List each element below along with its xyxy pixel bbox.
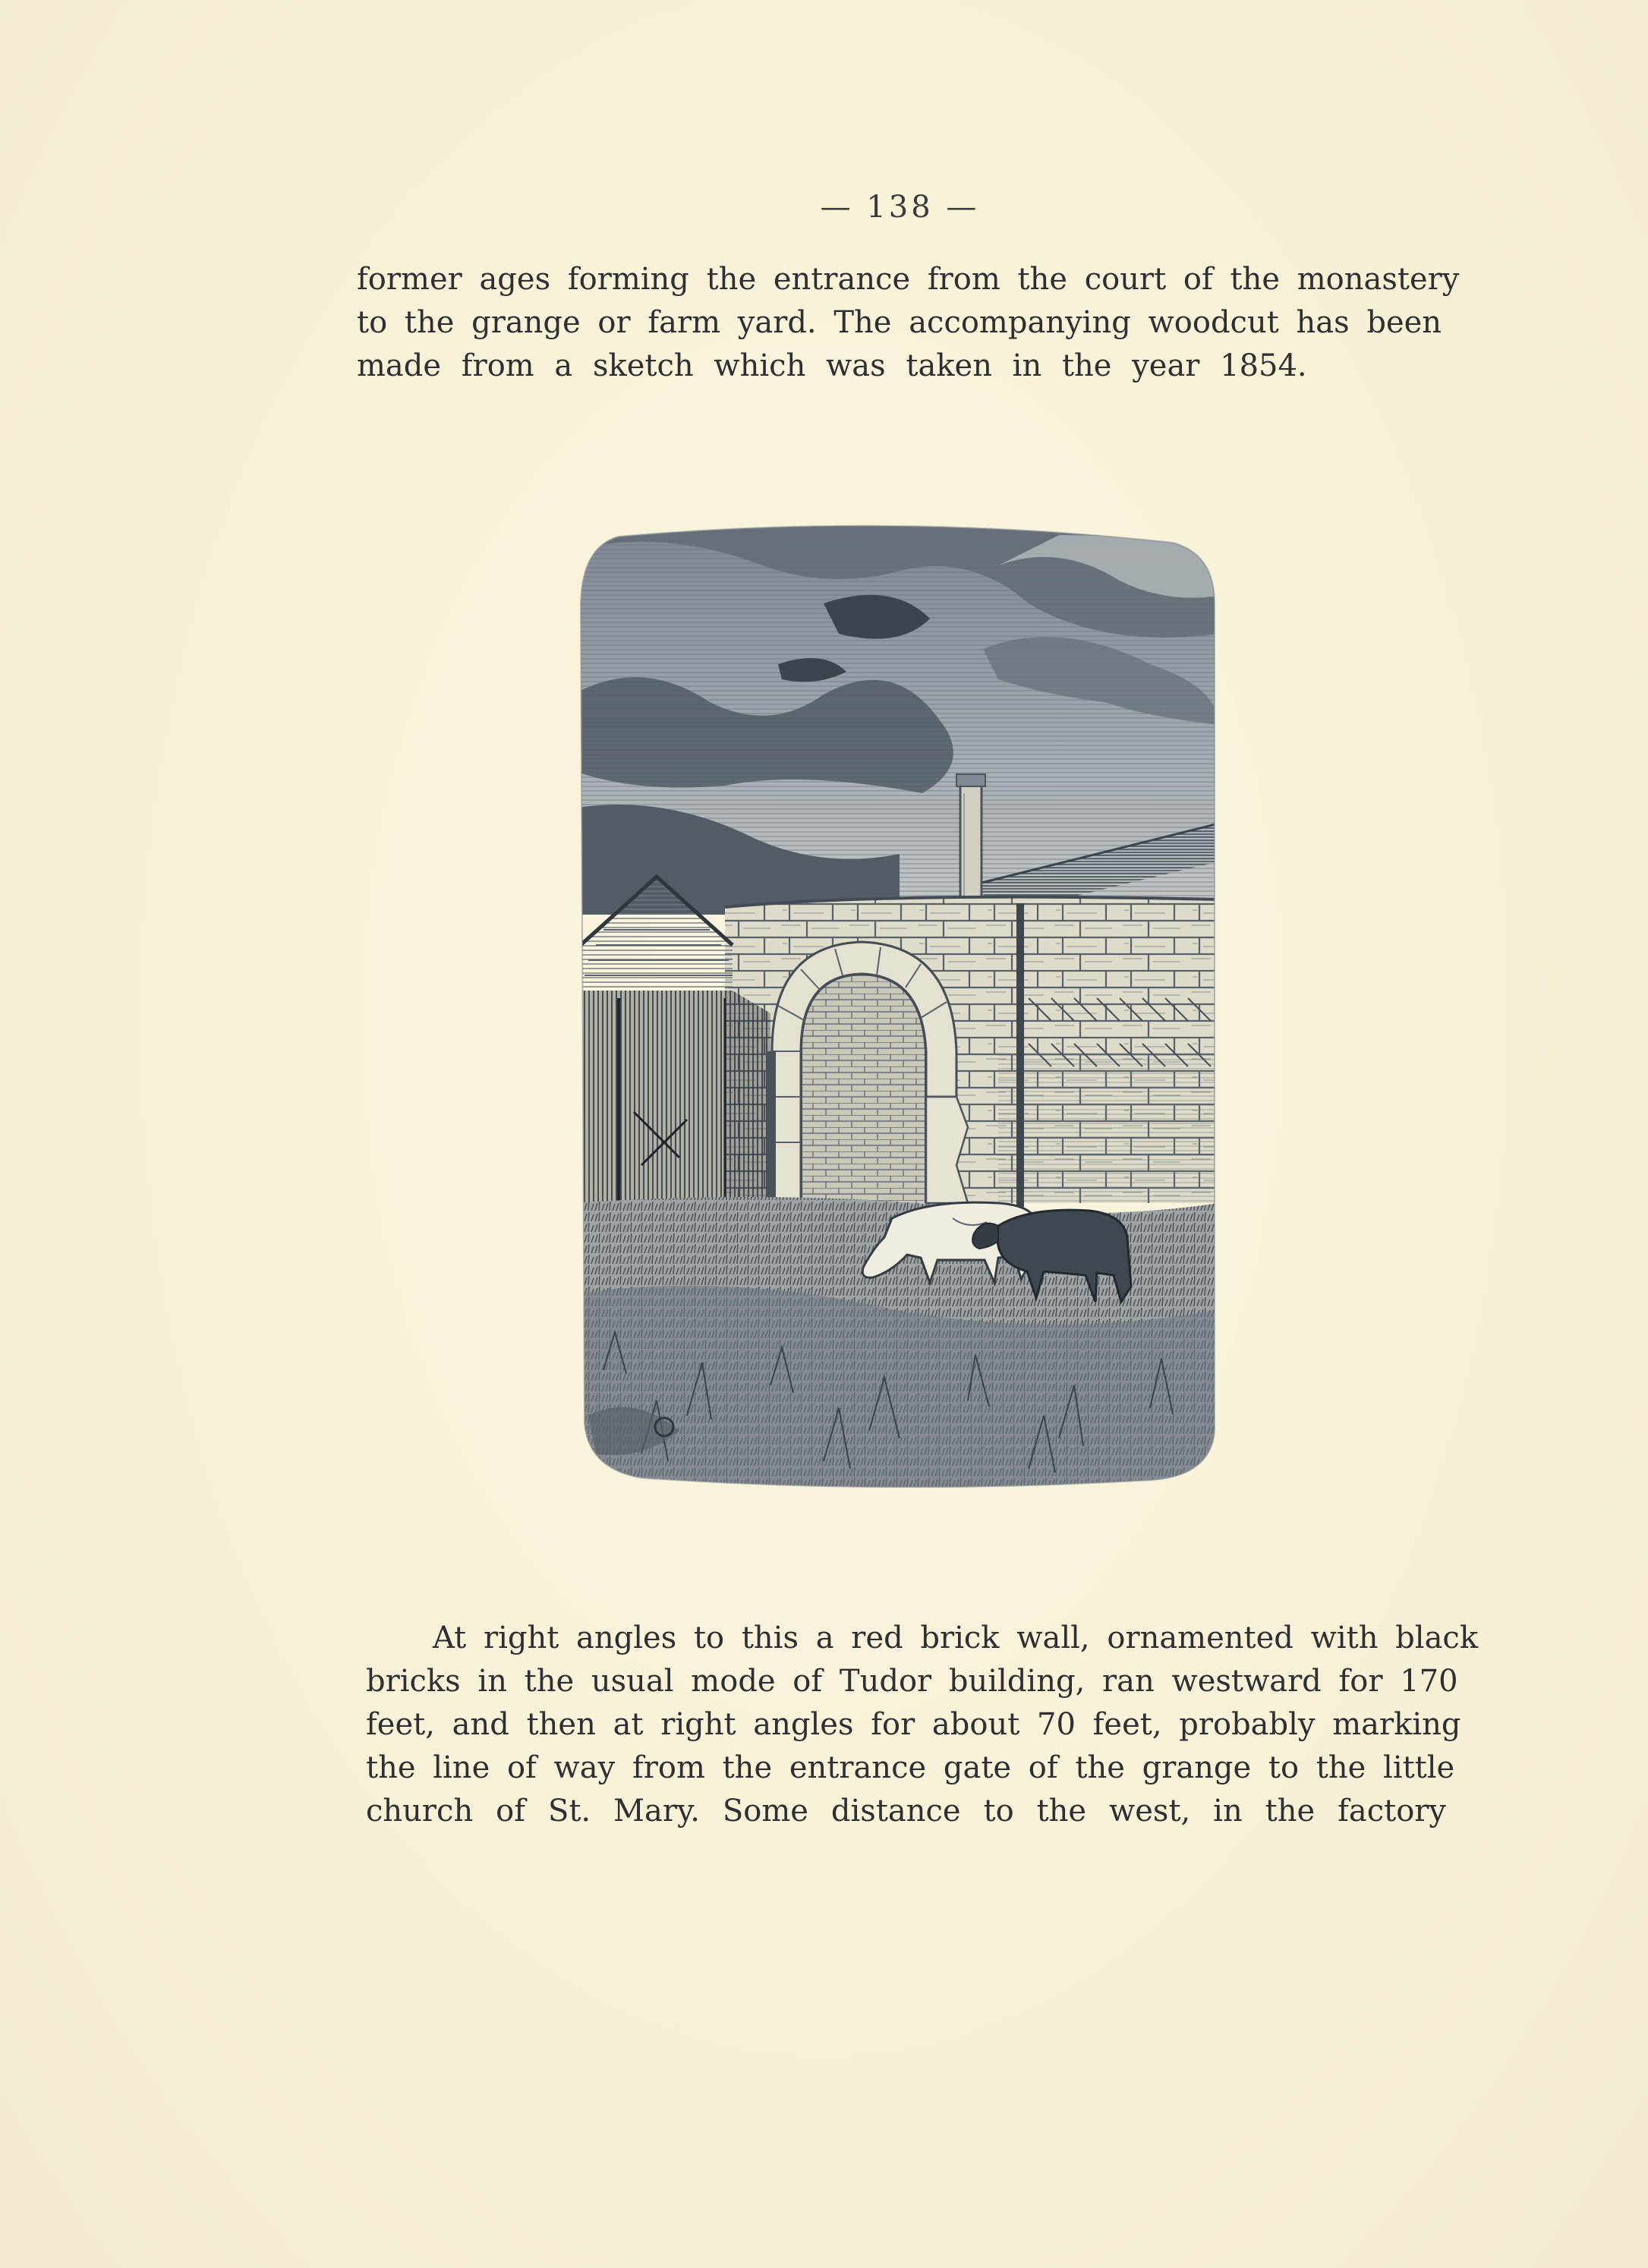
text-line: feet, and then at right angles for about 70 feet, probably marking — [366, 1707, 1461, 1742]
text-line: At right angles to this a red brick wall, ornamented with black — [433, 1621, 1479, 1655]
top-paragraph — [357, 258, 1460, 388]
bottom-paragraph — [366, 1617, 1479, 1833]
text-line: to the grange or farm yard. The accompanying woodcut has been — [357, 305, 1442, 340]
text-line: church of St. Mary. Some distance to the west, in the factory — [366, 1794, 1446, 1829]
text-line: made from a sketch which was taken in the year 1854. — [357, 348, 1307, 383]
text-line: former ages forming the entrance from the court of the monastery — [357, 262, 1460, 297]
text-line: bricks in the usual mode of Tudor building, ran westward for 170 — [366, 1664, 1458, 1699]
woodcut-illustration — [573, 520, 1218, 1488]
text-line: the line of way from the entrance gate of the grange to the little — [366, 1750, 1455, 1785]
page-number: — 138 — — [820, 190, 980, 225]
